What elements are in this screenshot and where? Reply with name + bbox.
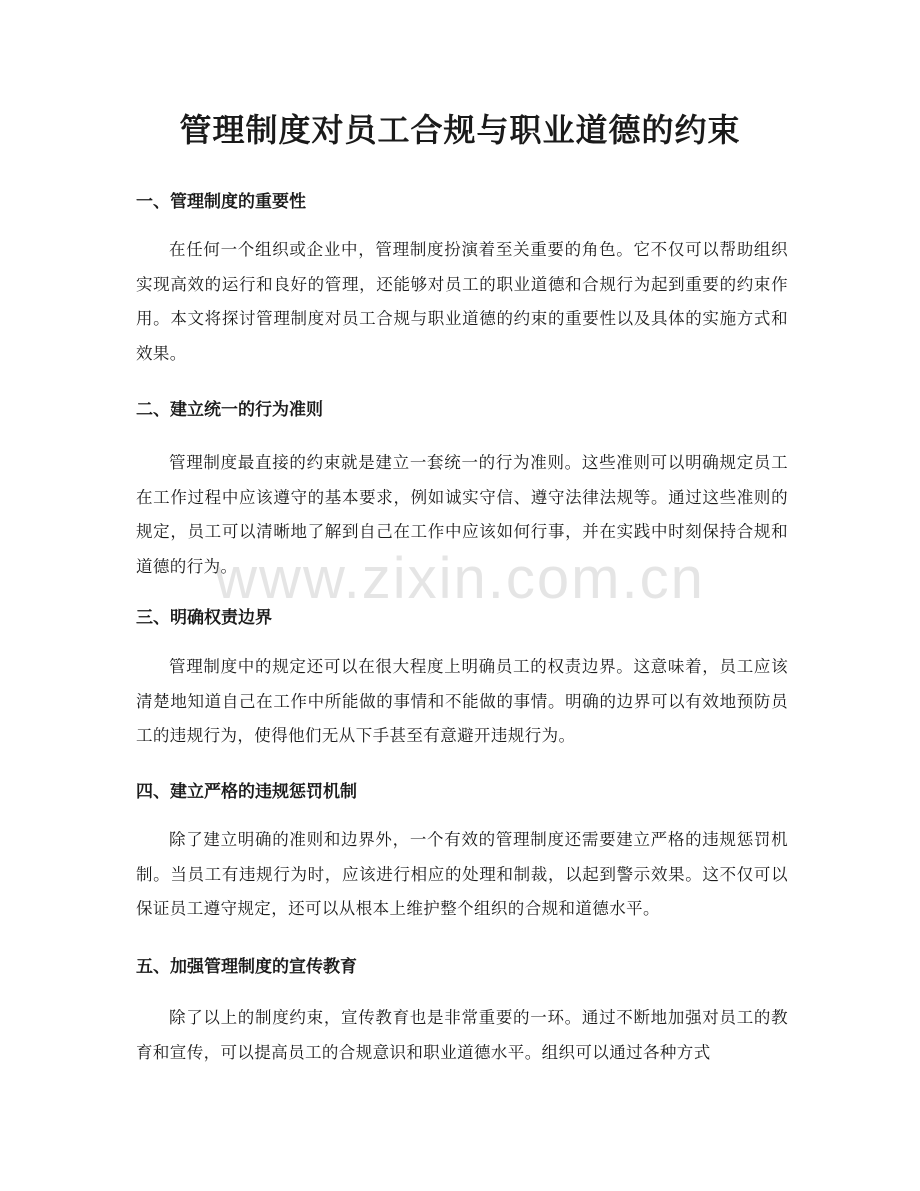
watermark: www.zixin.com.cn bbox=[215, 546, 705, 611]
section-heading-3: 三、明确权责边界 bbox=[136, 608, 272, 628]
section-heading-1: 一、管理制度的重要性 bbox=[136, 192, 306, 212]
section-paragraph-5: 除了以上的制度约束，宣传教育也是非常重要的一环。通过不断地加强对员工的教育和宣传，可以提高员工的合规意识和职业道德水平。组织可以通过各种方式 bbox=[136, 1008, 788, 1062]
document-title: 管理制度对员工合规与职业道德的约束 bbox=[179, 111, 741, 149]
section-heading-2: 二、建立统一的行为准则 bbox=[136, 400, 323, 420]
section-heading-5: 五、加强管理制度的宣传教育 bbox=[136, 957, 357, 977]
section-paragraph-3: 管理制度中的规定还可以在很大程度上明确员工的权责边界。这意味着，员工应该清楚地知道自己在工作中所能做的事情和不能做的事情。明确的边界可以有效地预防员工的违规行为，使得他们无从下手甚至有意避开违规行为。 bbox=[136, 657, 788, 745]
section-paragraph-4: 除了建立明确的准则和边界外，一个有效的管理制度还需要建立严格的违规惩罚机制。当员工有违规行为时，应该进行相应的处理和制裁，以起到警示效果。这不仅可以保证员工遵守规定，还可以从根本上维护整个组织的合规和道德水平。 bbox=[136, 830, 788, 918]
section-paragraph-1: 在任何一个组织或企业中，管理制度扮演着至关重要的角色。它不仅可以帮助组织实现高效的运行和良好的管理，还能够对员工的职业道德和合规行为起到重要的约束作用。本文将探讨管理制度对员工合规与职业道德的约束的重要性以及具体的实施方式和效果。 bbox=[136, 240, 788, 363]
section-heading-4: 四、建立严格的违规惩罚机制 bbox=[136, 782, 357, 802]
section-paragraph-2: 管理制度最直接的约束就是建立一套统一的行为准则。这些准则可以明确规定员工在工作过程中应该遵守的基本要求，例如诚实守信、遵守法律法规等。通过这些准则的规定，员工可以清晰地了解到自己在工作中应该如何行事，并在实践中时刻保持合规和道德的行为。 bbox=[136, 453, 788, 576]
